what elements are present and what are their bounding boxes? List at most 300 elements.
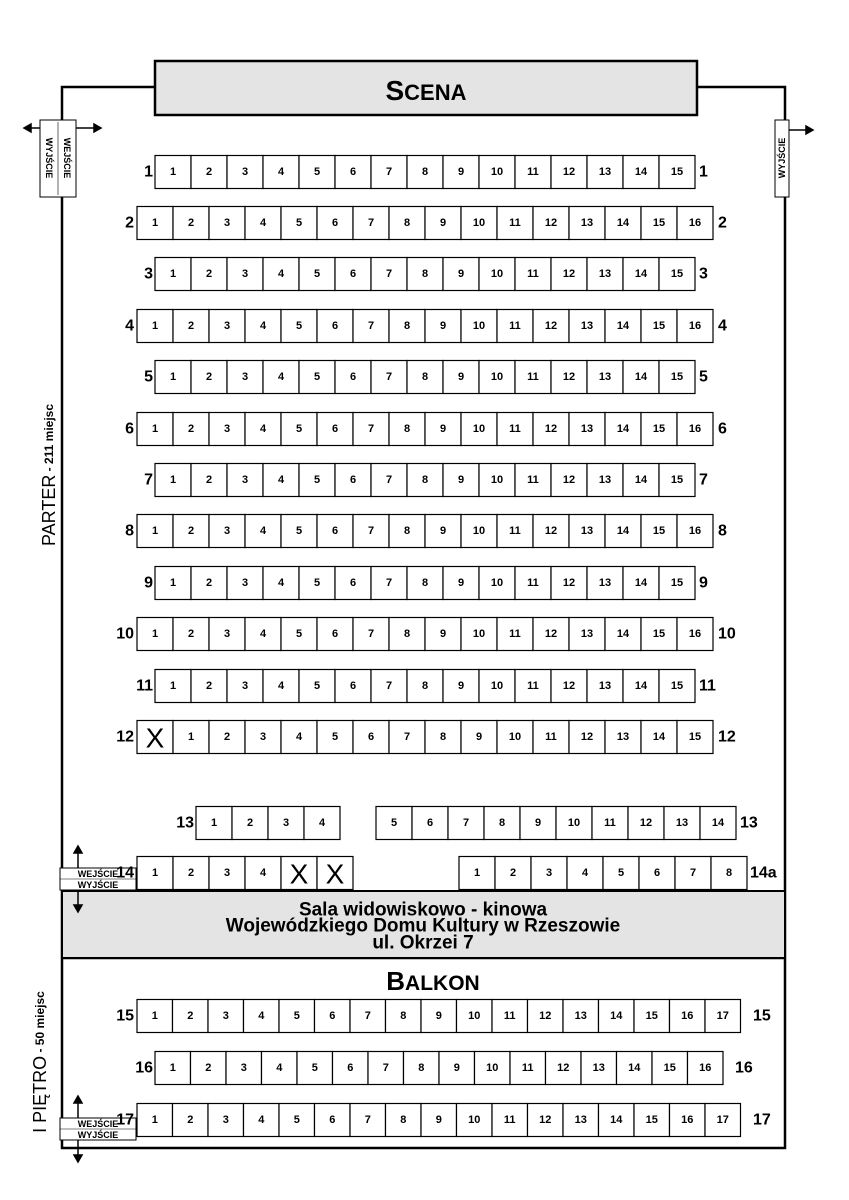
- seat-number: 15: [670, 474, 684, 486]
- seat[interactable]: [245, 618, 281, 651]
- seat[interactable]: [628, 807, 664, 840]
- seat[interactable]: [350, 1104, 386, 1137]
- seat[interactable]: [421, 1104, 457, 1137]
- seat[interactable]: [461, 207, 497, 240]
- seat[interactable]: [371, 258, 407, 291]
- row-label-right: 7: [699, 471, 708, 489]
- seat[interactable]: [641, 207, 677, 240]
- seat[interactable]: [279, 1104, 315, 1137]
- seat[interactable]: [605, 413, 641, 446]
- seat[interactable]: [333, 1052, 369, 1085]
- seat[interactable]: [155, 361, 191, 394]
- seat-row-8: [125, 515, 727, 548]
- seat[interactable]: [531, 857, 567, 890]
- seat[interactable]: [407, 361, 443, 394]
- seat[interactable]: [641, 515, 677, 548]
- seat[interactable]: [137, 618, 173, 651]
- seat-number: 6: [331, 423, 339, 435]
- row-label-left: 14: [116, 864, 134, 882]
- row-label-left: 15: [116, 1007, 134, 1025]
- seat[interactable]: [587, 258, 623, 291]
- seat[interactable]: [641, 310, 677, 343]
- seat[interactable]: [407, 156, 443, 189]
- seat[interactable]: [479, 464, 515, 497]
- seat[interactable]: [353, 721, 389, 754]
- seat[interactable]: [641, 721, 677, 754]
- seat[interactable]: [599, 1000, 635, 1033]
- seat[interactable]: [641, 618, 677, 651]
- seat[interactable]: [659, 670, 695, 703]
- seat[interactable]: [528, 1000, 564, 1033]
- seat[interactable]: [191, 258, 227, 291]
- seat[interactable]: [520, 807, 556, 840]
- seat[interactable]: [510, 1052, 546, 1085]
- seat[interactable]: [461, 618, 497, 651]
- seat[interactable]: [191, 361, 227, 394]
- seat[interactable]: [664, 807, 700, 840]
- seat[interactable]: [155, 464, 191, 497]
- seat[interactable]: [587, 670, 623, 703]
- seat[interactable]: [705, 1104, 741, 1137]
- seat[interactable]: [245, 207, 281, 240]
- seat[interactable]: [299, 258, 335, 291]
- seat[interactable]: [335, 258, 371, 291]
- seat-number: 13: [592, 1062, 605, 1074]
- seat[interactable]: [173, 413, 209, 446]
- seat[interactable]: [497, 721, 533, 754]
- seat[interactable]: [515, 567, 551, 600]
- seat[interactable]: [137, 413, 173, 446]
- seat-number: 1: [151, 867, 159, 879]
- seat[interactable]: [350, 1000, 386, 1033]
- seat[interactable]: [461, 413, 497, 446]
- seat[interactable]: [634, 1000, 670, 1033]
- seat[interactable]: [670, 1104, 706, 1137]
- seat-number: 16: [681, 1010, 694, 1022]
- seat[interactable]: [479, 567, 515, 600]
- seat[interactable]: [479, 156, 515, 189]
- seat[interactable]: [425, 310, 461, 343]
- seat-number: 11: [503, 1010, 516, 1022]
- seat[interactable]: [515, 464, 551, 497]
- seat[interactable]: [389, 618, 425, 651]
- seat[interactable]: [443, 361, 479, 394]
- seat[interactable]: [479, 361, 515, 394]
- seat[interactable]: [497, 515, 533, 548]
- seat[interactable]: [227, 567, 263, 600]
- seat[interactable]: [263, 670, 299, 703]
- seat[interactable]: [299, 464, 335, 497]
- seat[interactable]: [196, 807, 232, 840]
- seat[interactable]: [659, 464, 695, 497]
- seat[interactable]: [587, 567, 623, 600]
- seat[interactable]: [173, 618, 209, 651]
- seat[interactable]: [263, 464, 299, 497]
- seat[interactable]: [569, 413, 605, 446]
- seat[interactable]: [551, 361, 587, 394]
- seat[interactable]: [515, 361, 551, 394]
- seat[interactable]: [335, 464, 371, 497]
- seat[interactable]: [317, 207, 353, 240]
- seat-number: 13: [580, 320, 594, 332]
- seat[interactable]: [443, 156, 479, 189]
- seat[interactable]: [155, 670, 191, 703]
- seat[interactable]: [492, 1000, 528, 1033]
- seat[interactable]: [407, 567, 443, 600]
- seat[interactable]: [641, 413, 677, 446]
- seat-number: 9: [457, 268, 465, 280]
- seat[interactable]: [461, 310, 497, 343]
- seat[interactable]: [479, 670, 515, 703]
- seat[interactable]: [515, 670, 551, 703]
- seat[interactable]: [556, 807, 592, 840]
- seat[interactable]: [353, 515, 389, 548]
- seat[interactable]: [263, 156, 299, 189]
- seat[interactable]: [533, 207, 569, 240]
- seat[interactable]: [389, 721, 425, 754]
- seat[interactable]: [407, 670, 443, 703]
- seat[interactable]: [315, 1104, 351, 1137]
- seat[interactable]: [335, 670, 371, 703]
- seat[interactable]: [587, 156, 623, 189]
- seat[interactable]: [479, 258, 515, 291]
- seat[interactable]: [317, 618, 353, 651]
- seat[interactable]: [173, 857, 209, 890]
- seat[interactable]: [389, 413, 425, 446]
- seat[interactable]: [457, 1000, 493, 1033]
- seat[interactable]: [443, 464, 479, 497]
- row-label-left: 6: [125, 420, 134, 438]
- seat-number: 10: [486, 1062, 499, 1074]
- seat[interactable]: [659, 156, 695, 189]
- seat-number: 1: [169, 371, 177, 383]
- seat[interactable]: [581, 1052, 617, 1085]
- seat[interactable]: [376, 807, 412, 840]
- seat[interactable]: [711, 857, 747, 890]
- seat[interactable]: [317, 721, 353, 754]
- seat[interactable]: [443, 670, 479, 703]
- seat[interactable]: [227, 464, 263, 497]
- seat[interactable]: [263, 258, 299, 291]
- seat-number: 5: [617, 867, 625, 879]
- seat[interactable]: [459, 857, 495, 890]
- seat[interactable]: [461, 515, 497, 548]
- seat[interactable]: [263, 361, 299, 394]
- seat[interactable]: [448, 807, 484, 840]
- seat[interactable]: [407, 464, 443, 497]
- row-label-right: 1: [699, 163, 708, 181]
- seat-number: 13: [580, 525, 594, 537]
- seat[interactable]: [659, 361, 695, 394]
- seat[interactable]: [155, 567, 191, 600]
- seat[interactable]: [677, 413, 713, 446]
- seat[interactable]: [353, 310, 389, 343]
- seat[interactable]: [173, 1104, 209, 1137]
- seat[interactable]: [245, 721, 281, 754]
- seat-number: 12: [544, 525, 558, 537]
- seat[interactable]: [492, 1104, 528, 1137]
- seat[interactable]: [317, 515, 353, 548]
- seat-number: 10: [490, 680, 504, 692]
- seat[interactable]: [208, 1000, 244, 1033]
- seat[interactable]: [425, 618, 461, 651]
- seat[interactable]: [605, 515, 641, 548]
- seat[interactable]: [623, 156, 659, 189]
- seat[interactable]: [317, 310, 353, 343]
- seat[interactable]: [546, 1052, 582, 1085]
- seat[interactable]: [335, 361, 371, 394]
- seat[interactable]: [173, 1000, 209, 1033]
- seat[interactable]: [245, 310, 281, 343]
- seat[interactable]: [605, 310, 641, 343]
- seat[interactable]: [623, 361, 659, 394]
- seat[interactable]: [443, 567, 479, 600]
- seat[interactable]: [623, 670, 659, 703]
- seat[interactable]: [245, 413, 281, 446]
- seat[interactable]: [425, 207, 461, 240]
- seat[interactable]: [412, 807, 448, 840]
- seat[interactable]: [137, 207, 173, 240]
- seat[interactable]: [425, 515, 461, 548]
- seat[interactable]: [263, 567, 299, 600]
- seat[interactable]: [533, 721, 569, 754]
- seat[interactable]: [209, 618, 245, 651]
- seat[interactable]: [515, 156, 551, 189]
- seat[interactable]: [304, 807, 340, 840]
- seat[interactable]: [592, 807, 628, 840]
- seat-x-mark: X: [325, 858, 345, 890]
- seat[interactable]: [137, 515, 173, 548]
- seat[interactable]: [677, 618, 713, 651]
- seat[interactable]: [569, 721, 605, 754]
- seat[interactable]: [617, 1052, 653, 1085]
- seat[interactable]: [227, 258, 263, 291]
- seat[interactable]: [368, 1052, 404, 1085]
- seat[interactable]: [281, 721, 317, 754]
- seat[interactable]: [279, 1000, 315, 1033]
- seat[interactable]: [495, 857, 531, 890]
- seat[interactable]: [281, 618, 317, 651]
- seat-number: 2: [187, 628, 195, 640]
- seat[interactable]: [670, 1000, 706, 1033]
- seat[interactable]: [227, 156, 263, 189]
- seat[interactable]: [371, 464, 407, 497]
- seat-number: 15: [670, 371, 684, 383]
- seat[interactable]: [439, 1052, 475, 1085]
- seat[interactable]: [281, 515, 317, 548]
- seat[interactable]: [173, 515, 209, 548]
- seat[interactable]: [137, 857, 173, 890]
- seat[interactable]: [209, 413, 245, 446]
- seat[interactable]: [371, 567, 407, 600]
- seat[interactable]: [425, 721, 461, 754]
- seat-number: 8: [403, 628, 411, 640]
- seat[interactable]: [623, 258, 659, 291]
- seat[interactable]: [563, 1104, 599, 1137]
- seat[interactable]: [268, 807, 304, 840]
- seat[interactable]: [688, 1052, 724, 1085]
- seat[interactable]: [515, 258, 551, 291]
- seat[interactable]: [297, 1052, 333, 1085]
- seat-number: 14: [634, 680, 648, 692]
- seat[interactable]: [587, 361, 623, 394]
- seat[interactable]: [317, 413, 353, 446]
- seat[interactable]: [623, 464, 659, 497]
- seat[interactable]: [137, 1000, 173, 1033]
- seat[interactable]: [281, 310, 317, 343]
- seat[interactable]: [155, 1052, 191, 1085]
- seat[interactable]: [191, 1052, 227, 1085]
- seat[interactable]: [551, 156, 587, 189]
- seat[interactable]: [569, 515, 605, 548]
- seat[interactable]: [457, 1104, 493, 1137]
- seat[interactable]: [705, 1000, 741, 1033]
- seat[interactable]: [371, 670, 407, 703]
- seat[interactable]: [335, 567, 371, 600]
- seat-number: 2: [205, 166, 213, 178]
- seat[interactable]: [173, 310, 209, 343]
- seat[interactable]: [209, 310, 245, 343]
- seat-number: 15: [652, 217, 666, 229]
- seat[interactable]: [475, 1052, 511, 1085]
- seat[interactable]: [603, 857, 639, 890]
- seat[interactable]: [191, 567, 227, 600]
- seat[interactable]: [299, 361, 335, 394]
- seat[interactable]: [389, 310, 425, 343]
- seat[interactable]: [173, 207, 209, 240]
- seat[interactable]: [659, 258, 695, 291]
- seat[interactable]: [386, 1000, 422, 1033]
- seat[interactable]: [335, 156, 371, 189]
- seat[interactable]: [299, 567, 335, 600]
- seat[interactable]: [497, 207, 533, 240]
- seat-number: 1: [169, 1062, 176, 1074]
- seat[interactable]: [623, 567, 659, 600]
- seat[interactable]: [569, 207, 605, 240]
- seat[interactable]: [245, 515, 281, 548]
- seat[interactable]: [461, 721, 497, 754]
- seat[interactable]: [677, 515, 713, 548]
- seat[interactable]: [605, 618, 641, 651]
- seat[interactable]: [232, 807, 268, 840]
- seat[interactable]: [528, 1104, 564, 1137]
- seat[interactable]: [191, 464, 227, 497]
- seat[interactable]: [407, 258, 443, 291]
- seat[interactable]: [244, 1104, 280, 1137]
- seat[interactable]: [353, 207, 389, 240]
- seat[interactable]: [281, 413, 317, 446]
- seat-row-7: [144, 464, 708, 497]
- seat[interactable]: [137, 310, 173, 343]
- seat[interactable]: [675, 857, 711, 890]
- seat-number: 7: [385, 268, 393, 280]
- seat[interactable]: [353, 618, 389, 651]
- seat[interactable]: [371, 156, 407, 189]
- seat-number: 10: [472, 525, 486, 537]
- seat[interactable]: [137, 1104, 173, 1137]
- seat[interactable]: [155, 156, 191, 189]
- seat[interactable]: [299, 156, 335, 189]
- seat[interactable]: [569, 310, 605, 343]
- seat[interactable]: [281, 207, 317, 240]
- seat[interactable]: [386, 1104, 422, 1137]
- seat[interactable]: [551, 464, 587, 497]
- seat[interactable]: [634, 1104, 670, 1137]
- seat[interactable]: [208, 1104, 244, 1137]
- seat[interactable]: [551, 567, 587, 600]
- seat[interactable]: [389, 207, 425, 240]
- seat-number: 11: [509, 628, 521, 640]
- seat-number: 1: [151, 423, 159, 435]
- seat[interactable]: [497, 618, 533, 651]
- seat[interactable]: [533, 413, 569, 446]
- seat[interactable]: [227, 361, 263, 394]
- seat[interactable]: [425, 413, 461, 446]
- seat-number: 6: [349, 268, 357, 280]
- seat[interactable]: [563, 1000, 599, 1033]
- seat[interactable]: [226, 1052, 262, 1085]
- seat[interactable]: [605, 721, 641, 754]
- seat[interactable]: [191, 156, 227, 189]
- seat[interactable]: [155, 258, 191, 291]
- seat[interactable]: [389, 515, 425, 548]
- seat[interactable]: [677, 721, 713, 754]
- seat[interactable]: [484, 807, 520, 840]
- seat[interactable]: [533, 515, 569, 548]
- row-label-right: 6: [718, 420, 727, 438]
- seat[interactable]: [173, 721, 209, 754]
- seat[interactable]: [245, 857, 281, 890]
- seat[interactable]: [551, 670, 587, 703]
- seat[interactable]: [677, 310, 713, 343]
- seat[interactable]: [677, 207, 713, 240]
- seat[interactable]: [659, 567, 695, 600]
- seat[interactable]: [639, 857, 675, 890]
- seat[interactable]: [497, 310, 533, 343]
- seat-number: 3: [223, 525, 231, 537]
- seat[interactable]: [533, 310, 569, 343]
- seat-number: 14: [610, 1114, 623, 1126]
- seat[interactable]: [262, 1052, 298, 1085]
- row-label-right: 14a: [750, 864, 777, 882]
- seat[interactable]: [353, 413, 389, 446]
- seat[interactable]: [443, 258, 479, 291]
- seat[interactable]: [551, 258, 587, 291]
- seat[interactable]: [652, 1052, 688, 1085]
- seat-number: 4: [259, 423, 267, 435]
- seat[interactable]: [421, 1000, 457, 1033]
- seat[interactable]: [209, 207, 245, 240]
- seat[interactable]: [533, 618, 569, 651]
- seat[interactable]: [371, 361, 407, 394]
- seat[interactable]: [567, 857, 603, 890]
- seat[interactable]: [404, 1052, 440, 1085]
- seat[interactable]: [227, 670, 263, 703]
- seat[interactable]: [700, 807, 736, 840]
- seat[interactable]: [191, 670, 227, 703]
- seat[interactable]: [209, 721, 245, 754]
- seat[interactable]: [587, 464, 623, 497]
- seat[interactable]: [299, 670, 335, 703]
- seat[interactable]: [315, 1000, 351, 1033]
- seat[interactable]: [209, 857, 245, 890]
- seat[interactable]: [605, 207, 641, 240]
- seat[interactable]: [569, 618, 605, 651]
- seat[interactable]: [497, 413, 533, 446]
- seat[interactable]: [209, 515, 245, 548]
- seat[interactable]: [244, 1000, 280, 1033]
- seat[interactable]: [599, 1104, 635, 1137]
